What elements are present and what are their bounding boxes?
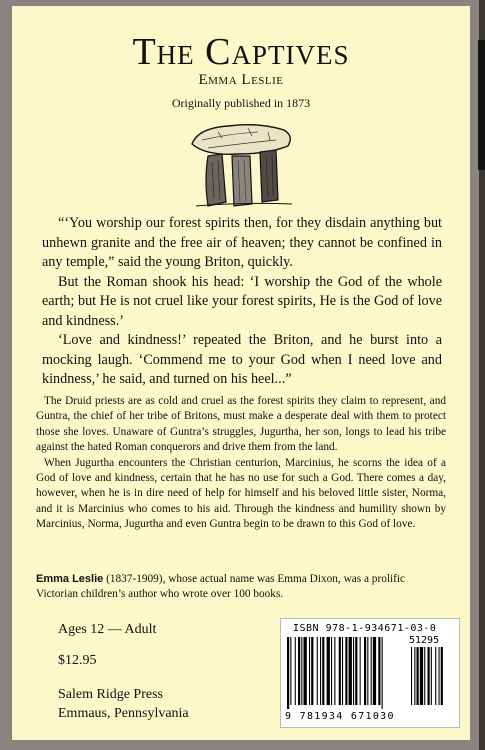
publisher-name: Salem Ridge Press [58, 687, 163, 702]
book-description [36, 394, 446, 533]
author-bio-name: Emma Leslie [36, 573, 104, 585]
isbn-text: ISBN 978-1-934671-03-0 [293, 623, 437, 634]
spine-mark [478, 40, 485, 170]
book-author: Emma Leslie [198, 72, 284, 88]
ean-digits: 9 781934 671030 [285, 711, 395, 722]
description-paragraph: The Druid priests are as cold and cruel as the forest spirits they claim to represent, and Guntra, the chief of her tribe of Britons, must make a desperate deal with them to protect those she loves. Unaware of Guntra’s struggles, Jugurtha, her son, longs to lead his tribe against the hated Roman conquerors and drive them from the land. [36, 395, 446, 454]
barcode-icon [287, 637, 453, 711]
author-bio-paragraph [36, 572, 446, 603]
book-title: The Captives [132, 31, 350, 73]
author-bio [36, 572, 446, 603]
publisher-info [58, 685, 189, 723]
price-code: 51295 [409, 635, 440, 646]
excerpt-paragraph: “‘You worship our forest spirits then, for they disdain anything but unhewn granite and the free air of heaven; they cannot be confined in any temple,” said the young Briton, quickly. [42, 215, 442, 270]
excerpt-quote [42, 214, 442, 390]
excerpt-paragraph: ‘Love and kindness!’ repeated the Briton, and he burst into a mocking laugh. ‘Commend me to your God when I need love and kindness,’ he said, and turned on his heel...” [42, 332, 442, 387]
author-bio-text: (1837-1909), whose actual name was Emma Dixon, was a prolific Victorian children’s author who wrote over 100 books. [36, 573, 406, 601]
publisher-city: Emmaus, Pennsylvania [58, 706, 189, 721]
age-range: Ages 12 — Adult [58, 622, 157, 637]
publication-note: Originally published in 1873 [171, 96, 311, 110]
description-paragraph: When Jugurtha encounters the Christian centurion, Marcinius, he scorns the idea of a God of love and kindness, certain that he has no use for such a God. There comes a day, however, when he is in dire need of help for himself and his beloved little sister, Norma, and it is Marcinius who comes to his aid. Through the kindness and humility shown by Marcinius, Norma, Jugurtha and even Guntra begin to be drawn to this God of love. [36, 456, 446, 531]
barcode-box [280, 618, 460, 728]
excerpt-paragraph: But the Roman shook his head: ‘I worship the God of the whole earth; but He is not cruel like your forest spirits, He is the God of love and kindness.’ [42, 273, 442, 329]
dolmen-illustration-icon [188, 118, 296, 210]
price: $12.95 [58, 653, 97, 668]
back-cover-panel [12, 6, 470, 740]
